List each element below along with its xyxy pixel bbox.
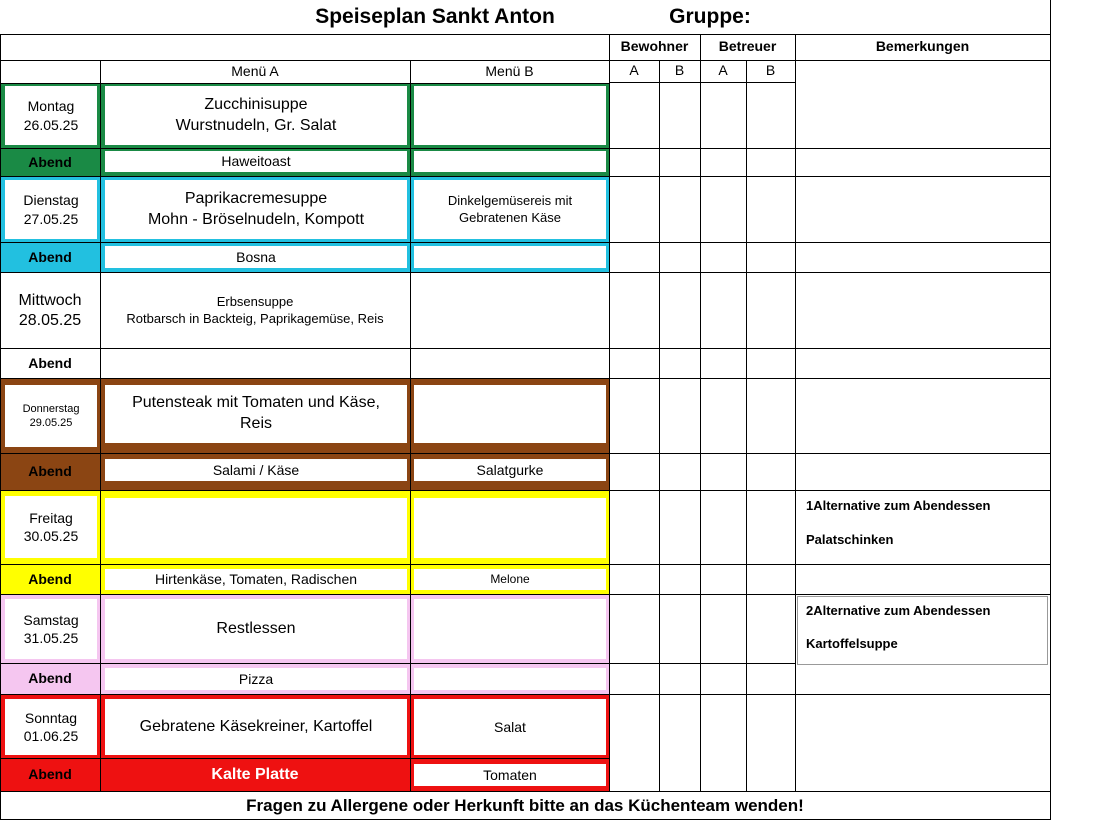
residents-header: Bewohner — [620, 38, 689, 55]
evening-b-saturday — [414, 668, 606, 690]
menu-a-sunday: Gebratene Käsekreiner, Kartoffel — [105, 699, 407, 755]
evening-b-tuesday — [414, 246, 606, 268]
menu-a-thursday: Putensteak mit Tomaten und Käse, Reis — [105, 385, 407, 443]
evening-a-monday: Haweitoast — [105, 151, 407, 172]
page-title: Speiseplan Sankt Anton — [315, 4, 555, 28]
evening-a-saturday: Pizza — [105, 668, 407, 690]
evening-label-friday: Abend — [28, 570, 72, 587]
menu-a-friday — [105, 498, 407, 558]
remark-alt1-item: Palatschinken — [806, 532, 894, 547]
menu-a-tuesday: Paprikacremesuppe Mohn - Bröselnudeln, Kompott — [105, 180, 407, 239]
group-label: Gruppe: — [669, 4, 751, 28]
menu-b-saturday — [414, 599, 606, 659]
day-label-sunday: Sonntag 01.06.25 — [5, 699, 97, 755]
remark-alt1-title: 1Alternative zum Abendessen — [806, 498, 991, 513]
menu-a-header: Menü A — [231, 62, 279, 79]
day-label-thursday: Donnerstag 29.05.25 — [5, 385, 97, 447]
evening-b-sunday: Tomaten — [414, 764, 606, 786]
day-label-monday — [5, 86, 97, 145]
menu-a-saturday: Restlessen — [105, 599, 407, 659]
evening-b-thursday: Salatgurke — [414, 459, 606, 481]
evening-b-friday: Melone — [414, 569, 606, 590]
menu-b-header: Menü B — [485, 62, 534, 79]
day-name: Montag — [27, 98, 75, 115]
menu-a-wednesday: Erbsensuppe Rotbarsch in Backteig, Paprikagemüse, Reis — [126, 294, 384, 326]
menu-b-friday — [414, 498, 606, 558]
evening-a-tuesday: Bosna — [105, 246, 407, 268]
residents-b-header: B — [674, 62, 685, 79]
caregivers-a-header: A — [718, 62, 728, 79]
menu-b-sunday: Salat — [414, 699, 606, 755]
evening-label-wednesday: Abend — [28, 354, 72, 371]
day-date: 26.05.25 — [23, 116, 79, 133]
evening-label-sunday: Abend — [28, 766, 72, 783]
menu-a-monday: Zucchinisuppe Wurstnudeln, Gr. Salat — [105, 86, 407, 145]
footer-note: Fragen zu Allergene oder Herkunft bitte an das Küchenteam wenden! — [246, 795, 804, 815]
menu-b-tuesday: Dinkelgemüsereis mit Gebratenen Käse — [414, 180, 606, 239]
menu-b-thursday — [414, 385, 606, 443]
evening-b-monday — [414, 151, 606, 172]
evening-label-saturday: Abend — [28, 670, 72, 687]
day-label-saturday: Samstag 31.05.25 — [5, 599, 97, 659]
residents-a-header: A — [629, 62, 639, 79]
evening-a-friday: Hirtenkäse, Tomaten, Radischen — [105, 569, 407, 590]
day-label-tuesday: Dienstag 27.05.25 — [5, 180, 97, 239]
remarks-header: Bemerkungen — [875, 38, 970, 55]
day-label-friday: Freitag 30.05.25 — [5, 496, 97, 558]
evening-a-sunday: Kalte Platte — [211, 766, 299, 783]
caregivers-header: Betreuer — [718, 38, 777, 55]
menu-b-monday — [414, 86, 606, 145]
remark-alt2-title: 2Alternative zum Abendessen — [806, 603, 991, 618]
evening-a-thursday: Salami / Käse — [105, 459, 407, 481]
evening-label-monday: Abend — [28, 153, 72, 170]
day-label-wednesday: Mittwoch 28.05.25 — [18, 291, 82, 329]
remark-alt2-item: Kartoffelsuppe — [806, 636, 898, 651]
caregivers-b-header: B — [765, 62, 776, 79]
evening-label-tuesday: Abend — [28, 248, 72, 265]
evening-label-thursday: Abend — [28, 463, 72, 480]
